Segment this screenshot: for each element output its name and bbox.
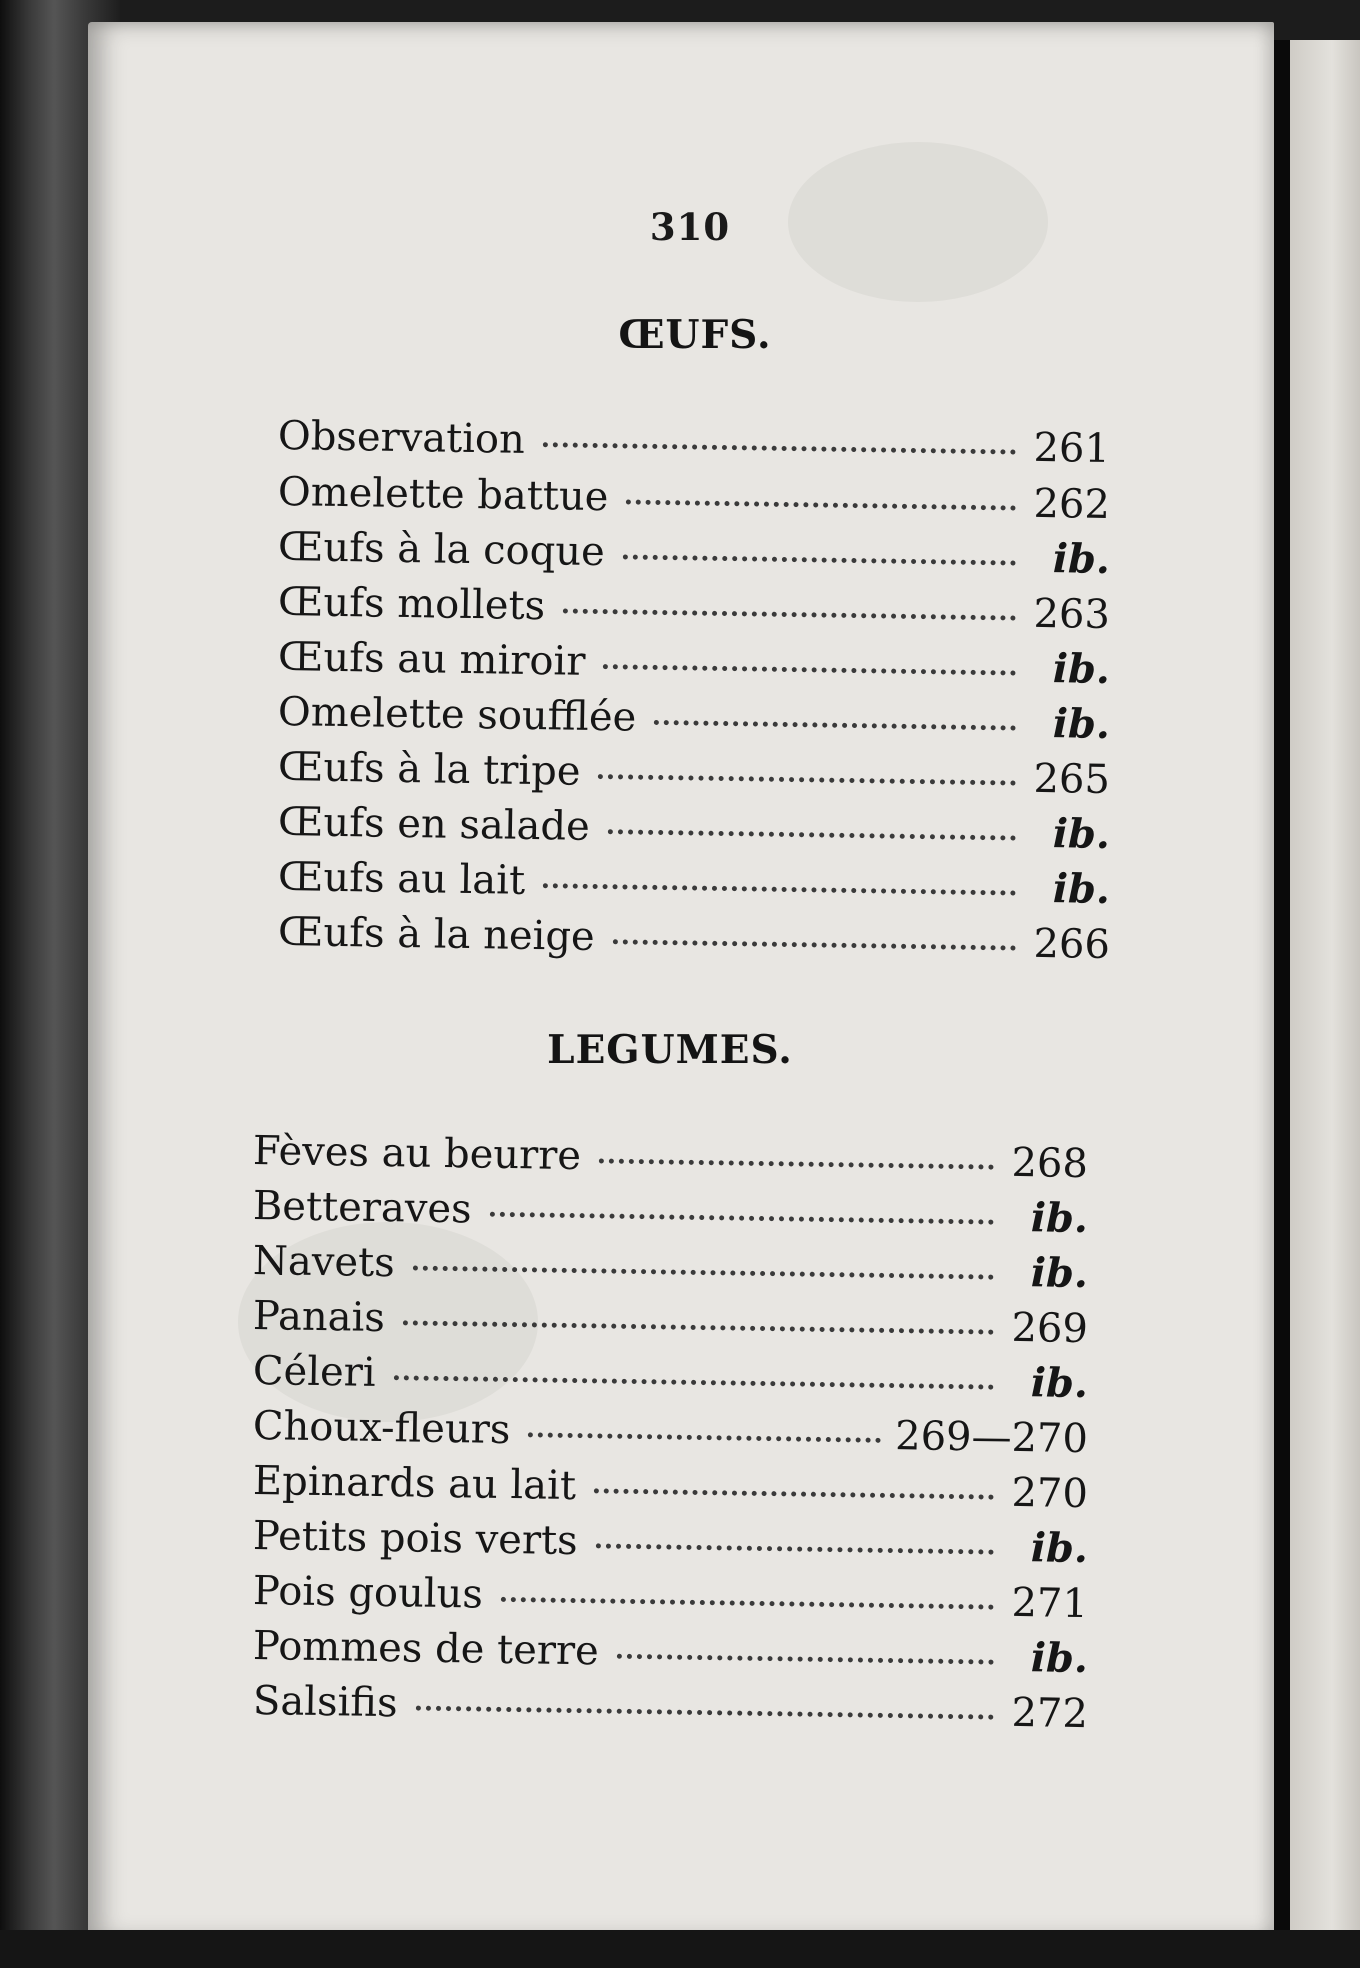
entry-label: Céleri xyxy=(252,1348,377,1396)
entry-label: Œufs à la tripe xyxy=(277,744,581,795)
facing-page-edge xyxy=(1290,40,1360,1940)
entry-label: Omelette soufflée xyxy=(277,689,637,741)
entry-page: ib. xyxy=(1030,1634,1089,1683)
entry-page: 261 xyxy=(1033,424,1111,473)
dot-leader xyxy=(623,554,1016,565)
entry-label: Œufs à la neige xyxy=(277,909,596,960)
section-title-eggs: ŒUFS. xyxy=(618,312,772,358)
entry-label: Navets xyxy=(252,1238,396,1287)
entry-label: Pommes de terre xyxy=(252,1623,600,1675)
entry-label: Œufs en salade xyxy=(277,799,591,850)
dot-leader xyxy=(613,939,1016,950)
entry-label: Œufs au miroir xyxy=(277,634,586,685)
dot-leader xyxy=(654,720,1016,731)
entry-label: Pois goulus xyxy=(252,1568,484,1618)
entry-page: ib. xyxy=(1030,1194,1089,1243)
entry-label: Panais xyxy=(252,1293,386,1342)
dot-leader xyxy=(490,1212,994,1225)
entry-label: Fèves au beurre xyxy=(252,1128,582,1180)
entry-page: ib. xyxy=(1030,1359,1089,1408)
entry-page: ib. xyxy=(1052,700,1111,749)
dot-leader xyxy=(598,774,1016,786)
entry-page: 271 xyxy=(1011,1579,1089,1628)
entry-label: Epinards au lait xyxy=(252,1458,577,1510)
entry-label: Omelette battue xyxy=(277,469,609,521)
dot-leader xyxy=(415,1706,993,1720)
page-number: 310 xyxy=(649,205,731,249)
entry-label: Œufs au lait xyxy=(277,854,526,904)
entry-label: Choux-fleurs xyxy=(252,1403,511,1454)
entry-page: 268 xyxy=(1011,1139,1089,1188)
entry-page: ib. xyxy=(1030,1249,1089,1298)
paper-stain xyxy=(788,142,1048,302)
entry-page: 270 xyxy=(1011,1469,1089,1518)
entry-label: Petits pois verts xyxy=(252,1513,579,1565)
entry-page: 265 xyxy=(1033,755,1111,804)
dot-leader xyxy=(394,1375,994,1389)
entry-page: ib. xyxy=(1052,865,1111,914)
dot-leader xyxy=(594,1488,994,1499)
entry-page: 262 xyxy=(1033,480,1111,529)
entry-label: Observation xyxy=(277,413,526,463)
dot-leader xyxy=(599,1158,994,1169)
dot-leader xyxy=(626,499,1016,510)
entry-page: ib. xyxy=(1052,810,1111,859)
entry-page: 266 xyxy=(1033,920,1111,969)
entry-page: 263 xyxy=(1033,590,1111,639)
dot-leader xyxy=(617,1654,994,1665)
dot-leader xyxy=(596,1543,994,1554)
entry-label: Œufs à la coque xyxy=(277,524,606,576)
entry-page: ib. xyxy=(1052,535,1111,584)
dot-leader xyxy=(403,1320,994,1334)
entry-page: ib. xyxy=(1030,1524,1089,1573)
dot-leader xyxy=(563,608,1016,620)
entry-page: 272 xyxy=(1011,1689,1089,1738)
entry-label: Œufs mollets xyxy=(277,579,546,630)
entry-page: 269 xyxy=(1011,1304,1089,1353)
dot-leader xyxy=(603,664,1016,675)
bottom-shadow xyxy=(0,1930,1360,1968)
dot-leader xyxy=(543,442,1016,454)
entry-page: ib. xyxy=(1052,645,1111,694)
dot-leader xyxy=(608,829,1016,840)
entry-page: 269—270 xyxy=(894,1413,1089,1463)
entry-label: Salsifis xyxy=(252,1678,398,1727)
dot-leader xyxy=(501,1597,994,1610)
dot-leader xyxy=(528,1432,881,1443)
entry-label: Betteraves xyxy=(252,1183,472,1233)
dot-leader xyxy=(543,883,1016,895)
dot-leader xyxy=(413,1266,994,1280)
book-spine-shadow xyxy=(1274,40,1290,1940)
section-title-legumes: LEGUMES. xyxy=(547,1027,793,1073)
